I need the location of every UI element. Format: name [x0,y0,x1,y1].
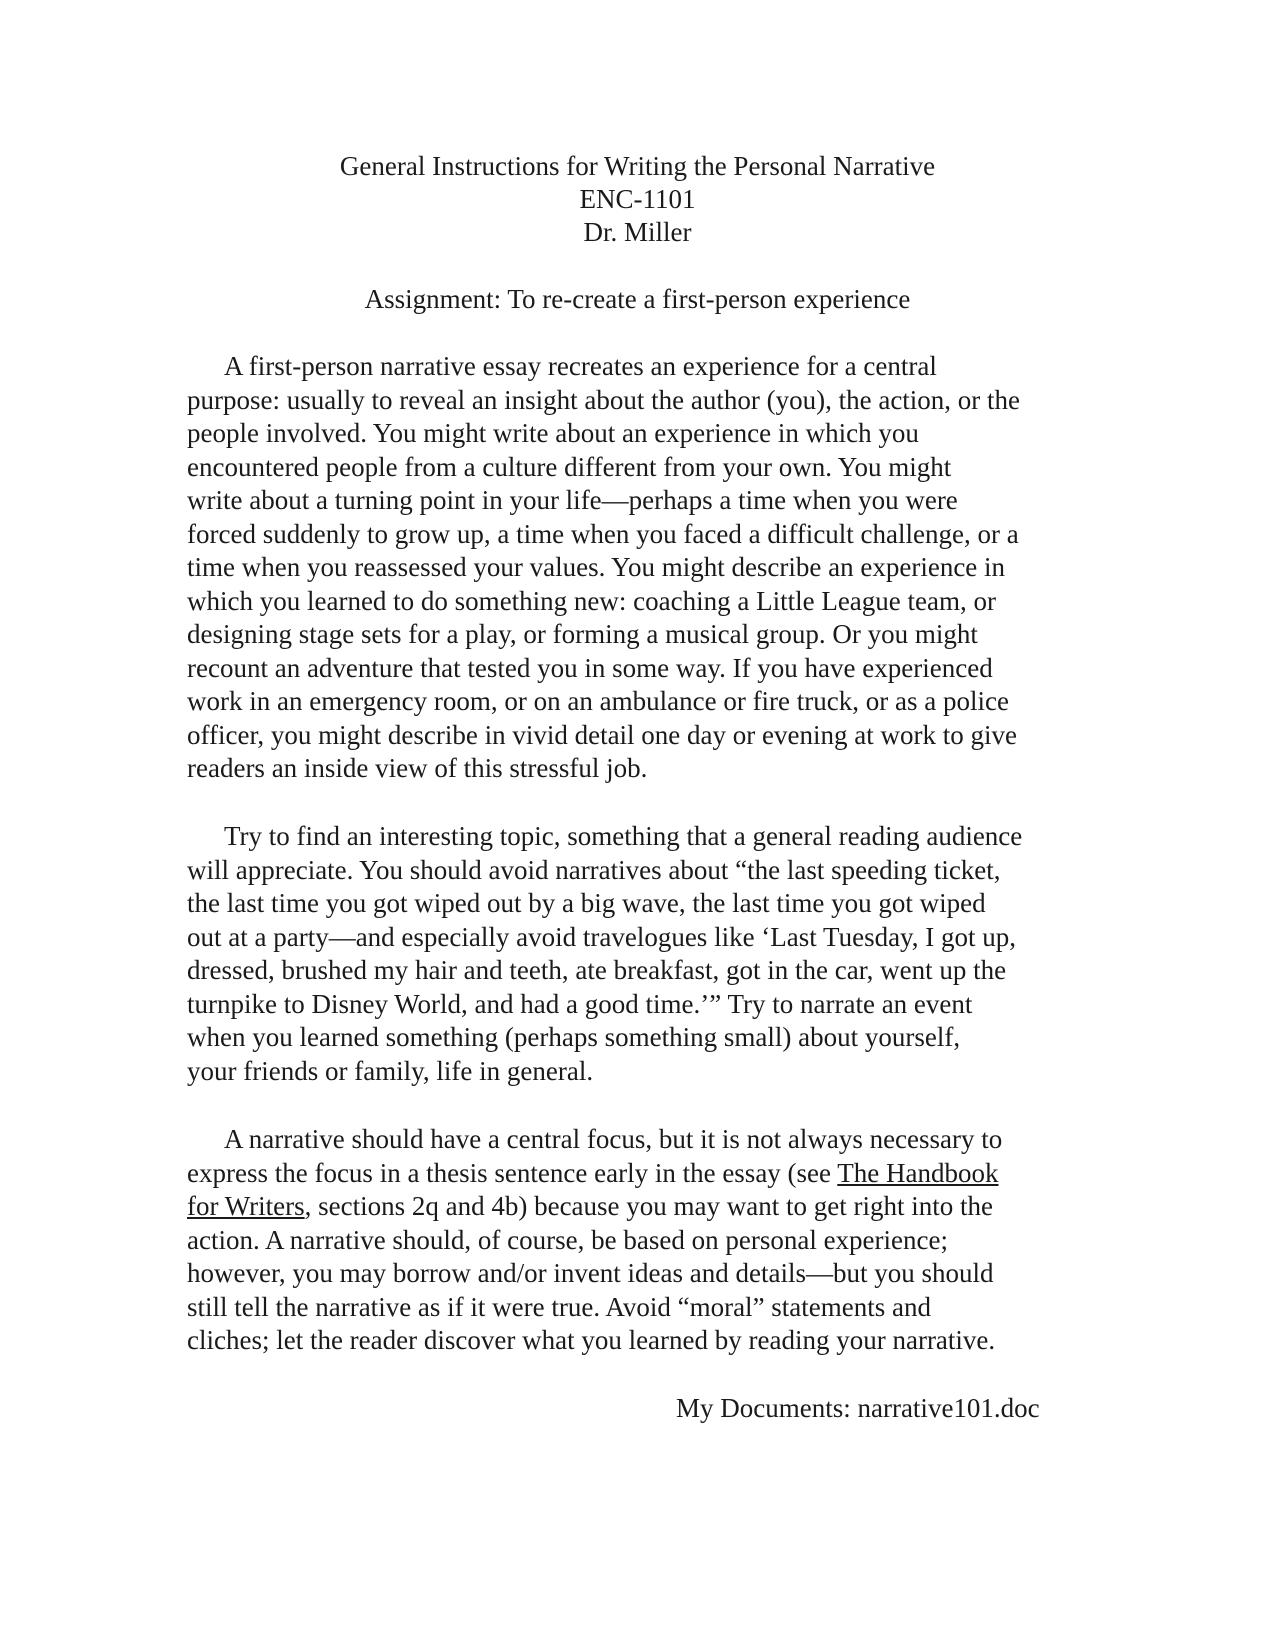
paragraph-line: turnpike to Disney World, and had a good time.’” Try to narrate an event [187,988,973,1019]
paragraph-line [187,1190,1002,1224]
paragraph-line: however, you may borrow and/or invent ideas and details—but you should [187,1258,994,1288]
paragraph-text: , sections 2q and 4b) because you may want to get right into the [304,1191,993,1221]
paragraph-line: write about a turning point in your life—perhaps a time when you were [187,485,958,515]
paragraph-line: out at a party—and especially avoid travelogues like ‘Last Tuesday, I got up, [187,921,1017,952]
paragraph-line: work in an emergency room, or on an ambulance or fire truck, or as a police [187,686,1009,716]
book-title: for Writers [187,1191,305,1221]
paragraph-line: which you learned to do something new: coaching a Little League team, or [187,585,996,616]
paragraph-line: the last time you got wiped out by a big wave, the last time you got wiped [187,888,986,918]
paragraph-2 [187,820,1022,1088]
paragraph-line: action. A narrative should, of course, be based on personal experience; [187,1224,948,1255]
paragraph-line: A narrative should have a central focus, but it is not always necessary to [224,1124,1003,1154]
paragraph-line: A first-person narrative essay recreates an experience for a central [224,351,937,381]
paragraph-line: officer, you might describe in vivid detail one day or evening at work to give [187,719,1017,750]
paragraph-line: your friends or family, life in general. [187,1055,594,1086]
paragraph-line: purpose: usually to reveal an insight about the author (you), the action, or the [187,384,1021,415]
paragraph-line: readers an inside view of this stressful job. [187,753,648,783]
document-title: General Instructions for Writing the Personal Narrative [339,151,936,181]
paragraph-3 [187,1123,1002,1358]
paragraph-line [187,1157,1002,1191]
paragraph-line: forced suddenly to grow up, a time when you faced a difficult challenge, or a [187,518,1019,549]
paragraph-line: dressed, brushed my hair and teeth, ate breakfast, got in the car, went up the [187,955,1007,985]
book-title: The Handbook [837,1157,999,1188]
document-header [0,150,1275,249]
paragraph-1 [187,350,1020,786]
paragraph-line: time when you reassessed your values. You might describe an experience in [187,552,1006,582]
paragraph-line: cliches; let the reader discover what you learned by reading your narrative. [187,1325,996,1355]
paragraph-text: express the focus in a thesis sentence early in the essay (see [187,1157,838,1188]
paragraph-line: people involved. You might write about an experience in which you [187,418,919,448]
file-path-footer: My Documents: narrative101.doc [676,1393,1040,1423]
paragraph-line: when you learned something (perhaps something small) about yourself, [187,1022,961,1052]
paragraph-line: designing stage sets for a play, or forming a musical group. Or you might [187,619,978,649]
assignment-line: Assignment: To re-create a first-person experience [364,284,911,314]
paragraph-line: recount an adventure that tested you in some way. If you have experienced [187,652,993,683]
course-code: ENC-1101 [579,184,696,214]
paragraph-line: Try to find an interesting topic, something that a general reading audience [224,821,1023,851]
paragraph-line: still tell the narrative as if it were true. Avoid “moral” statements and [187,1291,932,1322]
paragraph-line: encountered people from a culture different from your own. You might [187,451,952,482]
instructor-name: Dr. Miller [583,217,692,247]
paragraph-line: will appreciate. You should avoid narratives about “the last speeding ticket, [187,854,1001,885]
